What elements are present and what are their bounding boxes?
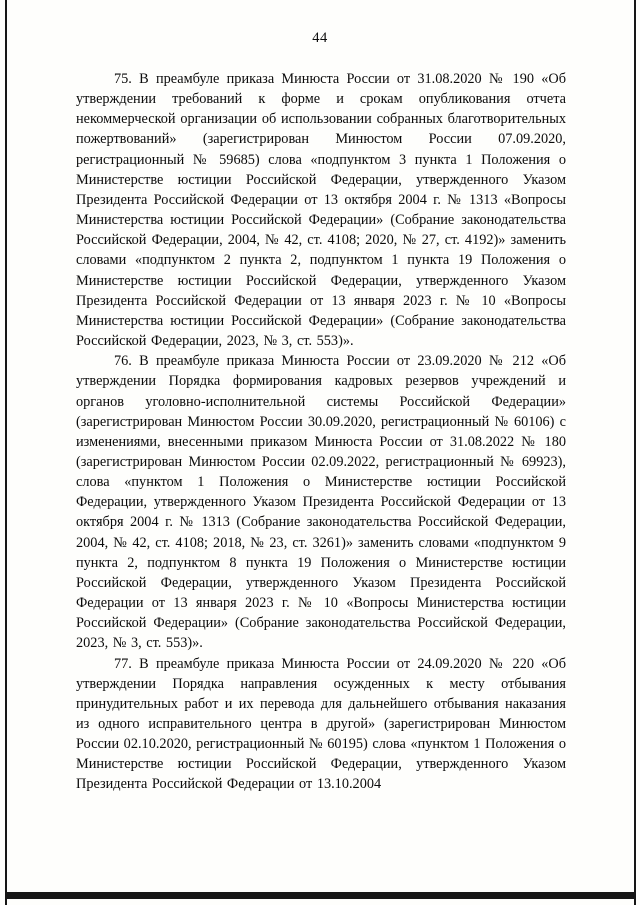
document-body bbox=[76, 69, 566, 795]
paragraph-77: 77. В преамбуле приказа Минюста России от 24.09.2020 № 220 «Об утверждении Порядка направления осужденных к месту отбывания принудительных работ и их перевода для дальнейшего отбывания наказания из одного исправительного центра в другой» (зарегистрирован Минюстом России 02.10.2020, регистрационный № 60195) слова «пунктом 1 Положения о Министерстве юстиции Российской Федерации, утвержденного Указом Президента Российской Федерации от 13.10.2004 bbox=[76, 655, 566, 793]
paragraph-76: 76. В преамбуле приказа Минюста России от 23.09.2020 № 212 «Об утверждении Порядка формирования кадровых резервов учреждений и органов уголовно-исполнительной системы Российской Федерации» (зарегистрирован Минюстом России 30.09.2020, регистрационный № 60106) с изменениями, внесенными приказом Минюста России от 31.08.2022 № 180 (зарегистрирован Минюстом России 02.09.2022, регистрационный № 69923), слова «пунктом 1 Положения о Министерстве юстиции Российской Федерации, утвержденного Указом Президента Российской Федерации от 13 октября 2004 г. № 1313 (Собрание законодательства Российской Федерации, 2004, № 42, ст. 4108; 2018, № 23, ст. 3261)» заменить словами «подпунктом 9 пункта 2, подпунктом 8 пункта 19 Положения о Министерстве юстиции Российской Федерации, утвержденного Указом Президента Российской Федерации от 13 января 2023 г. № 10 «Вопросы Министерства юстиции Российской Федерации» (Собрание законодательства Российской Федерации, 2023, № 3, ст. 553)». bbox=[76, 353, 566, 652]
page-border-right bbox=[634, 0, 636, 905]
page-border-left bbox=[5, 0, 7, 905]
paragraph-75: 75. В преамбуле приказа Минюста России от 31.08.2020 № 190 «Об утверждении требований к форме и срокам опубликования отчета некоммерческой организации об использовании собранных благотворительных пожертвований» (зарегистрирован Минюстом России 07.09.2020, регистрационный № 59685) слова «подпунктом 3 пункта 1 Положения о Министерстве юстиции Российской Федерации, утвержденного Указом Президента Российской Федерации от 13 октября 2004 г. № 1313 «Вопросы Министерства юстиции Российской Федерации» (Собрание законодательства Российской Федерации, 2004, № 42, ст. 4108; 2020, № 27, ст. 4192)» заменить словами «подпунктом 2 пункта 2, подпунктом 1 пункта 19 Положения о Министерстве юстиции Российской Федерации, утвержденного Указом Президента Российской Федерации от 13 января 2023 г. № 10 «Вопросы Министерства юстиции Российской Федерации» (Собрание законодательства Российской Федерации, 2023, № 3, ст. 553)». bbox=[76, 71, 566, 350]
page-border-bottom bbox=[5, 892, 636, 899]
page-number: 44 bbox=[312, 30, 328, 46]
